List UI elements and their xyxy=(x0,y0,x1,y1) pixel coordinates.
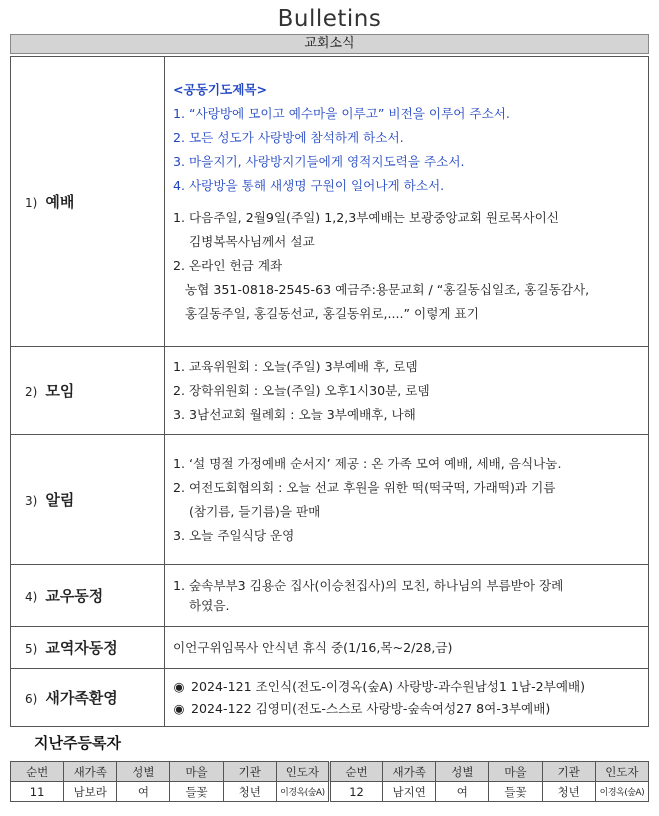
section-content xyxy=(165,669,649,727)
section-content xyxy=(165,565,649,627)
registration-header-row xyxy=(11,762,649,782)
section-content xyxy=(165,347,649,435)
table-cell: 남보라 xyxy=(64,782,117,802)
prayer-item: 4. 사랑방을 통해 새생명 구원이 일어나게 하소서. xyxy=(173,177,445,193)
section-worship xyxy=(11,57,649,347)
section-notice xyxy=(11,435,649,565)
section-title: 알림 xyxy=(45,491,75,509)
news-table xyxy=(10,56,649,727)
notice-item: 1. ‘설 명절 가정예배 순서지’ 제공 : 온 가족 모여 예배, 세배, 음식나눔. xyxy=(173,455,562,471)
table-cell: 들꽃 xyxy=(489,782,542,802)
welcome-item xyxy=(173,676,642,698)
section-welcome xyxy=(11,669,649,727)
registration-table xyxy=(10,761,649,802)
column-header: 마을 xyxy=(489,762,542,782)
column-header: 성별 xyxy=(436,762,489,782)
table-cell: 12 xyxy=(329,782,382,802)
section-title: 교역자동정 xyxy=(45,639,118,657)
section-number: 2) xyxy=(25,385,38,399)
notice-item-cont: (참기름, 들기름)을 판매 xyxy=(189,503,321,519)
section-condolence xyxy=(11,565,649,627)
section-content xyxy=(165,627,649,669)
table-cell: 이경옥(숲A) xyxy=(276,782,329,802)
section-title: 모임 xyxy=(45,382,75,400)
table-cell: 여 xyxy=(117,782,170,802)
table-cell: 들꽃 xyxy=(170,782,223,802)
section-content xyxy=(165,435,649,565)
table-cell: 여 xyxy=(436,782,489,802)
welcome-item-text: 2024-121 조인식(전도-이경옥(숲A) 사랑방-과수원남성1 1남-2부예배) xyxy=(191,678,586,694)
section-number: 6) xyxy=(25,692,38,706)
page-title: Bulletins xyxy=(277,6,382,32)
worship-notice: 1. 다음주일, 2월9일(주일) 1,2,3부예배는 보광중앙교회 원로목사이신 xyxy=(173,209,559,225)
section-title: 새가족환영 xyxy=(45,689,118,707)
section-number: 4) xyxy=(25,590,38,604)
notice-item: 3. 오늘 주일식당 운영 xyxy=(173,527,295,543)
column-header: 인도자 xyxy=(276,762,329,782)
section-number: 3) xyxy=(25,494,38,508)
table-cell: 청년 xyxy=(223,782,276,802)
table-cell: 남지연 xyxy=(383,782,436,802)
account-line: 농협 351-0818-2545-63 예금주:용문교회 / “홍길동십일조, 홍길동감사, xyxy=(185,281,590,297)
table-cell: 11 xyxy=(11,782,64,802)
prayer-item: 2. 모든 성도가 사랑방에 참석하게 하소서. xyxy=(173,129,404,145)
welcome-item xyxy=(173,698,642,720)
section-label xyxy=(11,565,165,627)
meeting-item: 2. 장학위원회 : 오늘(주일) 오후1시30분, 로뎀 xyxy=(173,382,430,398)
staff-text: 이언구위임목사 안식년 휴식 중(1/16,목~2/28,금) xyxy=(173,639,453,655)
table-cell: 이경옥(숲A) xyxy=(595,782,648,802)
account-line: 홍길동주일, 홍길동선교, 홍길동위로,....” 이렇게 표기 xyxy=(185,305,479,321)
worship-notice: 2. 온라인 헌금 계좌 xyxy=(173,257,283,273)
column-header: 순번 xyxy=(329,762,382,782)
column-header: 기관 xyxy=(542,762,595,782)
notice-item: 2. 여전도회협의회 : 오늘 선교 후원을 위한 떡(떡국떡, 가래떡)과 기름 xyxy=(173,479,556,495)
meeting-item: 1. 교육위원회 : 오늘(주일) 3부예배 후, 로뎀 xyxy=(173,358,418,374)
section-staff xyxy=(11,627,649,669)
section-meeting xyxy=(11,347,649,435)
section-title: 예배 xyxy=(45,193,75,211)
section-label xyxy=(11,347,165,435)
section-number: 1) xyxy=(25,196,38,210)
welcome-item-text: 2024-122 김영미(전도-스스로 사랑방-숲속여성27 8여-3부예배) xyxy=(191,700,551,716)
section-label xyxy=(11,435,165,565)
condolence-line: 하였음. xyxy=(189,597,230,613)
section-title: 교우동정 xyxy=(45,587,104,605)
prayer-item: 1. “사랑방에 모이고 예수마을 이루고” 비전을 이루어 주소서. xyxy=(173,105,510,121)
subtitle-bar: 교회소식 xyxy=(10,34,649,54)
column-header: 성별 xyxy=(117,762,170,782)
section-label xyxy=(11,669,165,727)
column-header: 기관 xyxy=(223,762,276,782)
section-label xyxy=(11,627,165,669)
section-content xyxy=(165,57,649,347)
table-cell: 청년 xyxy=(542,782,595,802)
section-number: 5) xyxy=(25,642,38,656)
registration-title: 지난주등록자 xyxy=(34,734,121,752)
condolence-line: 1. 숲속부부3 김용순 집사(이승천집사)의 모친, 하나님의 부름받아 장례 xyxy=(173,577,564,593)
radio-dot-icon: ◉ xyxy=(173,678,185,694)
column-header: 마을 xyxy=(170,762,223,782)
radio-dot-icon: ◉ xyxy=(173,700,185,716)
prayer-title: <공동기도제목> xyxy=(173,81,268,97)
meeting-item: 3. 3남선교회 월례회 : 오늘 3부예배후, 나해 xyxy=(173,406,416,422)
prayer-item: 3. 마을지기, 사랑방지기들에게 영적지도력을 주소서. xyxy=(173,153,465,169)
column-header: 순번 xyxy=(11,762,64,782)
column-header: 새가족 xyxy=(383,762,436,782)
section-label xyxy=(11,57,165,347)
column-header: 인도자 xyxy=(595,762,648,782)
column-header: 새가족 xyxy=(64,762,117,782)
registration-row xyxy=(11,782,649,802)
worship-notice-cont: 김병복목사님께서 설교 xyxy=(189,233,315,249)
